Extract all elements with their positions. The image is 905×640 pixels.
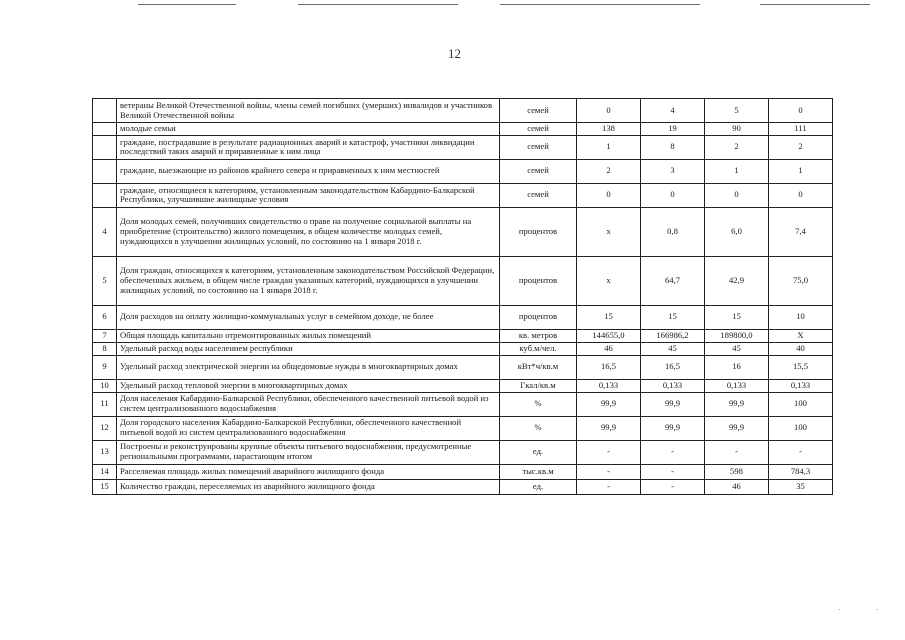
scan-edge-line [298, 4, 458, 5]
scan-mark: · [876, 606, 879, 614]
value-cell: 0 [577, 99, 641, 123]
indicator-description-cell: граждане, выезжающие из районов крайнего севера и приравненных к ним местностей [117, 159, 500, 183]
value-cell: 90 [705, 123, 769, 136]
value-cell: 2 [577, 159, 641, 183]
value-cell: 15 [577, 305, 641, 329]
value-cell: 1 [577, 135, 641, 159]
value-cell: 19 [641, 123, 705, 136]
value-cell: 40 [769, 342, 833, 355]
value-cell: 1 [705, 159, 769, 183]
value-cell: 598 [705, 464, 769, 479]
table-row [93, 305, 833, 329]
indicator-description-cell: Общая площадь капитально отремонтированных жилых помещений [117, 329, 500, 342]
unit-cell: семей [500, 99, 577, 123]
value-cell: 0,133 [641, 379, 705, 392]
table-row [93, 392, 833, 416]
unit-cell: ед. [500, 440, 577, 464]
unit-cell: Гкал/кв.м [500, 379, 577, 392]
indicator-description-cell: Расселяемая площадь жилых помещений аварийного жилищного фонда [117, 464, 500, 479]
value-cell: 99,9 [577, 392, 641, 416]
value-cell: 166986,2 [641, 329, 705, 342]
value-cell: 15,5 [769, 355, 833, 379]
value-cell: 0,133 [577, 379, 641, 392]
indicator-description-cell: Удельный расход тепловой энергии в многоквартирных домах [117, 379, 500, 392]
value-cell: Х [769, 329, 833, 342]
unit-cell: процентов [500, 256, 577, 305]
value-cell: 99,9 [641, 416, 705, 440]
row-number-cell: 9 [93, 355, 117, 379]
value-cell: 0 [577, 183, 641, 207]
value-cell: - [577, 440, 641, 464]
table-row [93, 464, 833, 479]
page-number: 12 [448, 46, 461, 61]
table-row [93, 159, 833, 183]
value-cell: 42,9 [705, 256, 769, 305]
value-cell: 99,9 [705, 392, 769, 416]
unit-cell: кв. метров [500, 329, 577, 342]
indicator-description-cell: Доля расходов на оплату жилищно-коммунальных услуг в семейном доходе, не более [117, 305, 500, 329]
table-row [93, 379, 833, 392]
table-row [93, 355, 833, 379]
row-number-cell: 11 [93, 392, 117, 416]
value-cell: - [577, 479, 641, 494]
value-cell: - [705, 440, 769, 464]
unit-cell: процентов [500, 207, 577, 256]
value-cell: 45 [641, 342, 705, 355]
value-cell: 4 [641, 99, 705, 123]
value-cell: 3 [641, 159, 705, 183]
indicator-description-cell: Доля населения Кабардино-Балкарской Республики, обеспеченного качественной питьевой водой из систем централизованного водоснабжения [117, 392, 500, 416]
scan-mark: · [838, 606, 841, 614]
unit-cell: ед. [500, 479, 577, 494]
indicator-description-cell: граждане, относящиеся к категориям, установленным законодательством Кабардино-Балкарской Республики, улучшившие жилищные условия [117, 183, 500, 207]
value-cell: 2 [705, 135, 769, 159]
indicator-description-cell: Удельный расход электрической энергии на общедомовые нужды в многоквартирных домах [117, 355, 500, 379]
value-cell: 15 [705, 305, 769, 329]
value-cell: 784,3 [769, 464, 833, 479]
table-row [93, 99, 833, 123]
scan-edge-line [138, 4, 236, 5]
value-cell: 16 [705, 355, 769, 379]
table-row [93, 329, 833, 342]
value-cell: 2 [769, 135, 833, 159]
row-number-cell: 6 [93, 305, 117, 329]
table-row [93, 183, 833, 207]
value-cell: 8 [641, 135, 705, 159]
value-cell: 75,0 [769, 256, 833, 305]
indicator-description-cell: граждане, пострадавшие в результате радиационных аварий и катастроф, участники ликвидации последствий таких аварий и приравненные к ним лица [117, 135, 500, 159]
value-cell: 99,9 [577, 416, 641, 440]
value-cell: 99,9 [641, 392, 705, 416]
unit-cell: % [500, 392, 577, 416]
row-number-cell [93, 123, 117, 136]
unit-cell: тыс.кв.м [500, 464, 577, 479]
value-cell: 15 [641, 305, 705, 329]
value-cell: 0 [769, 99, 833, 123]
row-number-cell [93, 99, 117, 123]
row-number-cell: 4 [93, 207, 117, 256]
table-row [93, 123, 833, 136]
indicator-description-cell: Построены и реконструированы крупные объекты питьевого водоснабжения, предусмотренные региональными программами, нарастающим итогом [117, 440, 500, 464]
unit-cell: процентов [500, 305, 577, 329]
unit-cell: % [500, 416, 577, 440]
value-cell: 35 [769, 479, 833, 494]
value-cell: - [577, 464, 641, 479]
indicator-description-cell: молодые семьи [117, 123, 500, 136]
value-cell: - [641, 479, 705, 494]
row-number-cell [93, 135, 117, 159]
table-row [93, 207, 833, 256]
unit-cell: семей [500, 183, 577, 207]
value-cell: 138 [577, 123, 641, 136]
value-cell: 0,8 [641, 207, 705, 256]
row-number-cell: 8 [93, 342, 117, 355]
value-cell: 16,5 [641, 355, 705, 379]
value-cell: 189800,0 [705, 329, 769, 342]
unit-cell: куб.м/чел. [500, 342, 577, 355]
value-cell: 6,0 [705, 207, 769, 256]
value-cell: - [641, 440, 705, 464]
value-cell: 46 [705, 479, 769, 494]
row-number-cell: 7 [93, 329, 117, 342]
scan-edge-line [500, 4, 700, 5]
row-number-cell: 14 [93, 464, 117, 479]
value-cell: 0 [769, 183, 833, 207]
row-number-cell [93, 183, 117, 207]
indicators-table [92, 98, 833, 495]
value-cell: 10 [769, 305, 833, 329]
value-cell: 0,133 [705, 379, 769, 392]
indicator-description-cell: Количество граждан, переселяемых из аварийного жилищного фонда [117, 479, 500, 494]
table-row [93, 342, 833, 355]
value-cell: 0,133 [769, 379, 833, 392]
value-cell: 111 [769, 123, 833, 136]
table-row [93, 256, 833, 305]
row-number-cell: 12 [93, 416, 117, 440]
table-row [93, 135, 833, 159]
unit-cell: семей [500, 159, 577, 183]
table-row [93, 440, 833, 464]
value-cell: 0 [705, 183, 769, 207]
value-cell: 46 [577, 342, 641, 355]
unit-cell: семей [500, 135, 577, 159]
value-cell: х [577, 256, 641, 305]
value-cell: 45 [705, 342, 769, 355]
value-cell: 5 [705, 99, 769, 123]
row-number-cell: 13 [93, 440, 117, 464]
indicator-description-cell: Доля молодых семей, получивших свидетельство о праве на получение социальной выплаты на приобретение (строительство) жилого помещения, в общем количестве молодых семей, нуждающихся в улучшении жилищных условий, по состоянию на 1 января 2018 г. [117, 207, 500, 256]
table-row [93, 479, 833, 494]
indicator-description-cell: ветераны Великой Отечественной войны, члены семей погибших (умерших) инвалидов и участников Великой Отечественной войны [117, 99, 500, 123]
value-cell: 16,5 [577, 355, 641, 379]
indicator-description-cell: Доля городского населения Кабардино-Балкарской Республики, обеспеченного качественной питьевой водой из систем централизованного водоснабжения [117, 416, 500, 440]
scan-edge-line [760, 4, 870, 5]
indicator-description-cell: Доля граждан, относящихся к категориям, установленным законодательством Российской Федерации, обеспеченных жильем, в общем числе граждан указанных категорий, нуждающихся в улучшении жилищных условий, по состоянию на 1 января 2018 г. [117, 256, 500, 305]
value-cell: 144655,0 [577, 329, 641, 342]
value-cell: х [577, 207, 641, 256]
row-number-cell: 5 [93, 256, 117, 305]
unit-cell: семей [500, 123, 577, 136]
value-cell: - [769, 440, 833, 464]
value-cell: 7,4 [769, 207, 833, 256]
value-cell: 99,9 [705, 416, 769, 440]
value-cell: - [641, 464, 705, 479]
value-cell: 100 [769, 416, 833, 440]
indicator-description-cell: Удельный расход воды населением республики [117, 342, 500, 355]
value-cell: 64,7 [641, 256, 705, 305]
row-number-cell: 15 [93, 479, 117, 494]
value-cell: 1 [769, 159, 833, 183]
table-row [93, 416, 833, 440]
unit-cell: кВт*ч/кв.м [500, 355, 577, 379]
value-cell: 0 [641, 183, 705, 207]
value-cell: 100 [769, 392, 833, 416]
row-number-cell [93, 159, 117, 183]
row-number-cell: 10 [93, 379, 117, 392]
